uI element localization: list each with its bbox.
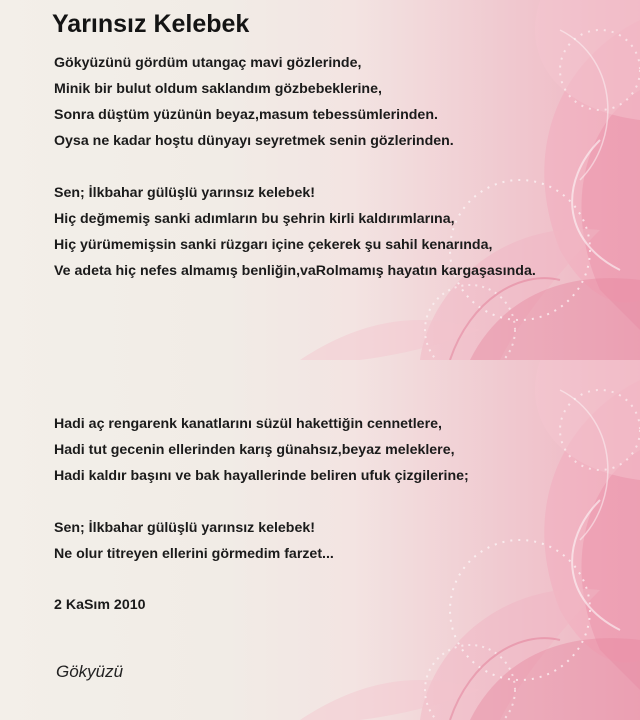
poem-line: Hadi aç rengarenk kanatlarını süzül hakettiğin cennetlere, (54, 416, 442, 432)
poem-line: Oysa ne kadar hoştu dünyayı seyretmek senin gözlerinden. (54, 133, 454, 149)
poem-line: Hiç yürümemişsin sanki rüzgarı içine çekerek şu sahil kenarında, (54, 237, 493, 253)
poem-line: Sonra düştüm yüzünün beyaz,masum tebessümlerinden. (54, 107, 438, 123)
poem-line: Hadi tut gecenin ellerinden karış günahsız,beyaz meleklere, (54, 442, 455, 458)
poem-line: Hiç değmemiş sanki adımların bu şehrin kirli kaldırımlarına, (54, 211, 455, 227)
poem-date: 2 KaSım 2010 (54, 597, 146, 613)
poem-author: Gökyüzü (56, 662, 124, 681)
poem-line: Ve adeta hiç nefes almamış benliğin,vaRolmamış hayatın kargaşasında. (54, 263, 536, 279)
stanza-3 (54, 411, 469, 489)
poem-title: Yarınsız Kelebek (52, 10, 250, 38)
stanza-4 (54, 515, 334, 567)
poem-line: Sen; İlkbahar gülüşlü yarınsız kelebek! (54, 185, 315, 201)
poem-line: Hadi kaldır başını ve bak hayallerinde beliren ufuk çizgilerine; (54, 468, 469, 484)
poem-line: Minik bir bulut oldum saklandım gözbebeklerine, (54, 81, 382, 97)
poem-line: Ne olur titreyen ellerini görmedim farzet... (54, 546, 334, 562)
poem-line: Sen; İlkbahar gülüşlü yarınsız kelebek! (54, 520, 315, 536)
stanza-2 (54, 180, 536, 284)
poem-line: Gökyüzünü gördüm utangaç mavi gözlerinde, (54, 55, 362, 71)
stanza-1 (54, 50, 454, 154)
